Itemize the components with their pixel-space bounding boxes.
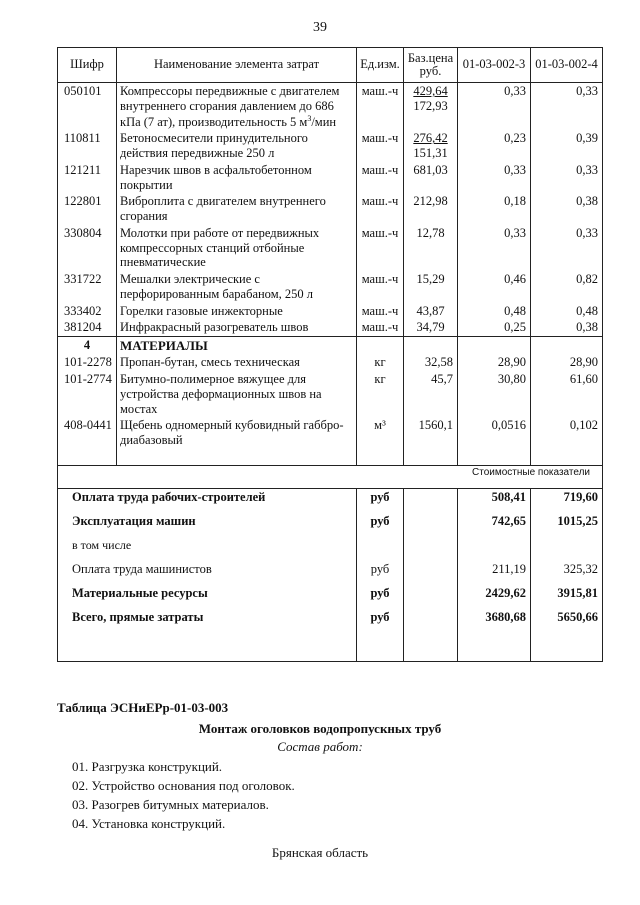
cell-unit: кг [357, 354, 404, 371]
empty-cell [458, 337, 531, 355]
price-secondary: 172,93 [413, 98, 448, 113]
cell-unit: маш.-ч [357, 193, 404, 225]
cell-v1: 0,25 [458, 319, 531, 336]
cell-v2: 0,82 [531, 271, 603, 303]
table-row [58, 225, 603, 271]
cell-v1: 0,46 [458, 271, 531, 303]
cell-name: Компрессоры передвижные с двигателем внутреннего сгорания давлением до 686 кПа (7 ат), производительность 5 $м^3$/мин [117, 83, 357, 131]
next-table-caption: Таблица ЭСНиЕРр-01-03-003 [57, 700, 229, 715]
table-row [58, 162, 603, 194]
empty-cell [404, 561, 458, 585]
summary-v2: 1015,25 [531, 513, 603, 537]
indicators-label-row [58, 465, 603, 488]
price-main: 276,42 [413, 131, 448, 146]
empty-cell [117, 449, 357, 466]
cell-v1: 0,33 [458, 83, 531, 131]
cell-v2: 0,102 [531, 417, 603, 449]
cell-price: 43,87 [404, 303, 458, 320]
summary-label: Оплата труда машинистов [58, 561, 357, 585]
list-item: 03. Разогрев битумных материалов. [72, 797, 269, 812]
summary-unit: руб [357, 609, 404, 633]
header-col2: 01-03-002-4 [531, 48, 603, 83]
cell-v2: 61,60 [531, 371, 603, 417]
cell-price: 681,03 [404, 162, 458, 194]
cell-v1: 0,48 [458, 303, 531, 320]
empty-cell [357, 337, 404, 355]
empty-cell [531, 633, 603, 662]
cell-price [404, 130, 458, 162]
table-row [58, 193, 603, 225]
header-price: Баз.цена руб. [404, 48, 458, 83]
cell-name: Инфракрасный разогреватель швов [117, 319, 357, 336]
empty-cell [404, 337, 458, 355]
cell-name: Виброплита с двигателем внутреннего сгорания [117, 193, 357, 225]
cell-code: 101-2278 [58, 354, 117, 371]
cell-v1: 0,33 [458, 225, 531, 271]
header-code: Шифр [58, 48, 117, 83]
table-row [58, 83, 603, 131]
empty-cell [58, 449, 117, 466]
cell-v2: 28,90 [531, 354, 603, 371]
cell-price: 34,79 [404, 319, 458, 336]
section-title: МАТЕРИАЛЫ [117, 337, 357, 355]
cell-name: Горелки газовые инжекторные [117, 303, 357, 320]
cell-unit: кг [357, 371, 404, 417]
cell-code: 408-0441 [58, 417, 117, 449]
empty-cell [404, 585, 458, 609]
list-item: 04. Установка конструкций. [72, 816, 226, 831]
works-title: Состав работ: [277, 739, 363, 754]
cell-v1: 0,0516 [458, 417, 531, 449]
cell-name: Мешалки электрические с перфорированным барабаном, 250 л [117, 271, 357, 303]
summary-v1: 742,65 [458, 513, 531, 537]
cell-v2: 0,39 [531, 130, 603, 162]
cell-code: 050101 [58, 83, 117, 131]
summary-row [58, 609, 603, 633]
empty-cell [404, 513, 458, 537]
summary-v1: 3680,68 [458, 609, 531, 633]
summary-v1: 2429,62 [458, 585, 531, 609]
summary-label: в том числе [58, 537, 357, 561]
header-unit: Ед.изм. [357, 48, 404, 83]
empty-cell [58, 633, 357, 662]
empty-cell [357, 537, 404, 561]
cell-unit: маш.-ч [357, 271, 404, 303]
header-name: Наименование элемента затрат [117, 48, 357, 83]
table-row [58, 354, 603, 371]
summary-row [58, 488, 603, 513]
table-row [58, 319, 603, 336]
empty-cell [404, 537, 458, 561]
price-main: 429,64 [413, 84, 448, 98]
empty-cell [357, 449, 404, 466]
cell-name: Пропан-бутан, смесь техническая [117, 354, 357, 371]
cell-code: 331722 [58, 271, 117, 303]
table-header-row [58, 48, 603, 83]
section-code: 4 [58, 337, 117, 355]
empty-cell [458, 537, 531, 561]
indicators-label: Стоимостные показатели [58, 465, 603, 488]
summary-v1: 508,41 [458, 488, 531, 513]
cell-name: Нарезчик швов в асфальтобетонном покрытии [117, 162, 357, 194]
cell-code: 110811 [58, 130, 117, 162]
empty-cell [531, 537, 603, 561]
empty-cell [458, 633, 531, 662]
spacer-row [58, 449, 603, 466]
cell-v2: 0,38 [531, 319, 603, 336]
cell-unit: маш.-ч [357, 225, 404, 271]
page-number: 39 [313, 20, 327, 35]
cell-unit: маш.-ч [357, 162, 404, 194]
header-col1: 01-03-002-3 [458, 48, 531, 83]
cell-v2: 0,33 [531, 225, 603, 271]
cell-code: 333402 [58, 303, 117, 320]
cell-v1: 0,33 [458, 162, 531, 194]
cost-table [57, 47, 603, 662]
summary-label: Оплата труда рабочих-строителей [58, 488, 357, 513]
summary-v1: 211,19 [458, 561, 531, 585]
cell-price: 15,29 [404, 271, 458, 303]
cell-price: 1560,1 [404, 417, 458, 449]
summary-label: Всего, прямые затраты [58, 609, 357, 633]
empty-cell [404, 633, 458, 662]
cell-price [404, 83, 458, 131]
cell-v1: 30,80 [458, 371, 531, 417]
next-table-title: Монтаж оголовков водопропускных труб [198, 721, 442, 736]
empty-cell [531, 449, 603, 466]
cell-v1: 28,90 [458, 354, 531, 371]
empty-cell [531, 337, 603, 355]
empty-cell [404, 449, 458, 466]
cell-v2: 0,38 [531, 193, 603, 225]
empty-cell [404, 488, 458, 513]
empty-cell [404, 609, 458, 633]
cell-price: 12,78 [404, 225, 458, 271]
cell-price: 32,58 [404, 354, 458, 371]
summary-v2: 719,60 [531, 488, 603, 513]
price-secondary: 151,31 [413, 146, 448, 161]
table-row [58, 271, 603, 303]
table-bottom-row [58, 633, 603, 662]
cell-v2: 0,33 [531, 162, 603, 194]
cell-price: 45,7 [404, 371, 458, 417]
cell-code: 121211 [58, 162, 117, 194]
cell-code: 381204 [58, 319, 117, 336]
summary-v2: 3915,81 [531, 585, 603, 609]
summary-label: Эксплуатация машин [58, 513, 357, 537]
cell-unit: маш.-ч [357, 130, 404, 162]
summary-unit: руб [357, 488, 404, 513]
summary-row [58, 561, 603, 585]
cell-code: 330804 [58, 225, 117, 271]
cell-v1: 0,23 [458, 130, 531, 162]
summary-label: Материальные ресурсы [58, 585, 357, 609]
table-row [58, 417, 603, 449]
summary-row [58, 585, 603, 609]
empty-cell [357, 633, 404, 662]
list-item: 01. Разгрузка конструкций. [72, 759, 223, 774]
cell-unit: маш.-ч [357, 83, 404, 131]
table-row [58, 130, 603, 162]
cell-name: Щебень одномерный кубовидный габбро-диабазовый [117, 417, 357, 449]
cell-v2: 0,33 [531, 83, 603, 131]
cell-v2: 0,48 [531, 303, 603, 320]
summary-v2: 325,32 [531, 561, 603, 585]
cell-code: 101-2774 [58, 371, 117, 417]
cell-name: Бетоносмесители принудительного действия передвижные 250 л [117, 130, 357, 162]
table-row [58, 303, 603, 320]
summary-row [58, 513, 603, 537]
cell-price: 212,98 [404, 193, 458, 225]
summary-unit: руб [357, 561, 404, 585]
cell-unit: м³ [357, 417, 404, 449]
cell-name: Битумно-полимерное вяжущее для устройства деформационных швов на мостах [117, 371, 357, 417]
list-item: 02. Устройство основания под оголовок. [72, 778, 295, 793]
works-list [72, 759, 295, 835]
summary-unit: руб [357, 585, 404, 609]
summary-v2: 5650,66 [531, 609, 603, 633]
summary-unit: руб [357, 513, 404, 537]
cell-name: Молотки при работе от передвижных компрессорных станций отбойные пневматические [117, 225, 357, 271]
region-footer: Брянская область [271, 845, 369, 860]
summary-row [58, 537, 603, 561]
empty-cell [458, 449, 531, 466]
cell-code: 122801 [58, 193, 117, 225]
cell-unit: маш.-ч [357, 303, 404, 320]
cell-v1: 0,18 [458, 193, 531, 225]
table-row [58, 371, 603, 417]
section-row-materials [58, 337, 603, 355]
cell-unit: маш.-ч [357, 319, 404, 336]
